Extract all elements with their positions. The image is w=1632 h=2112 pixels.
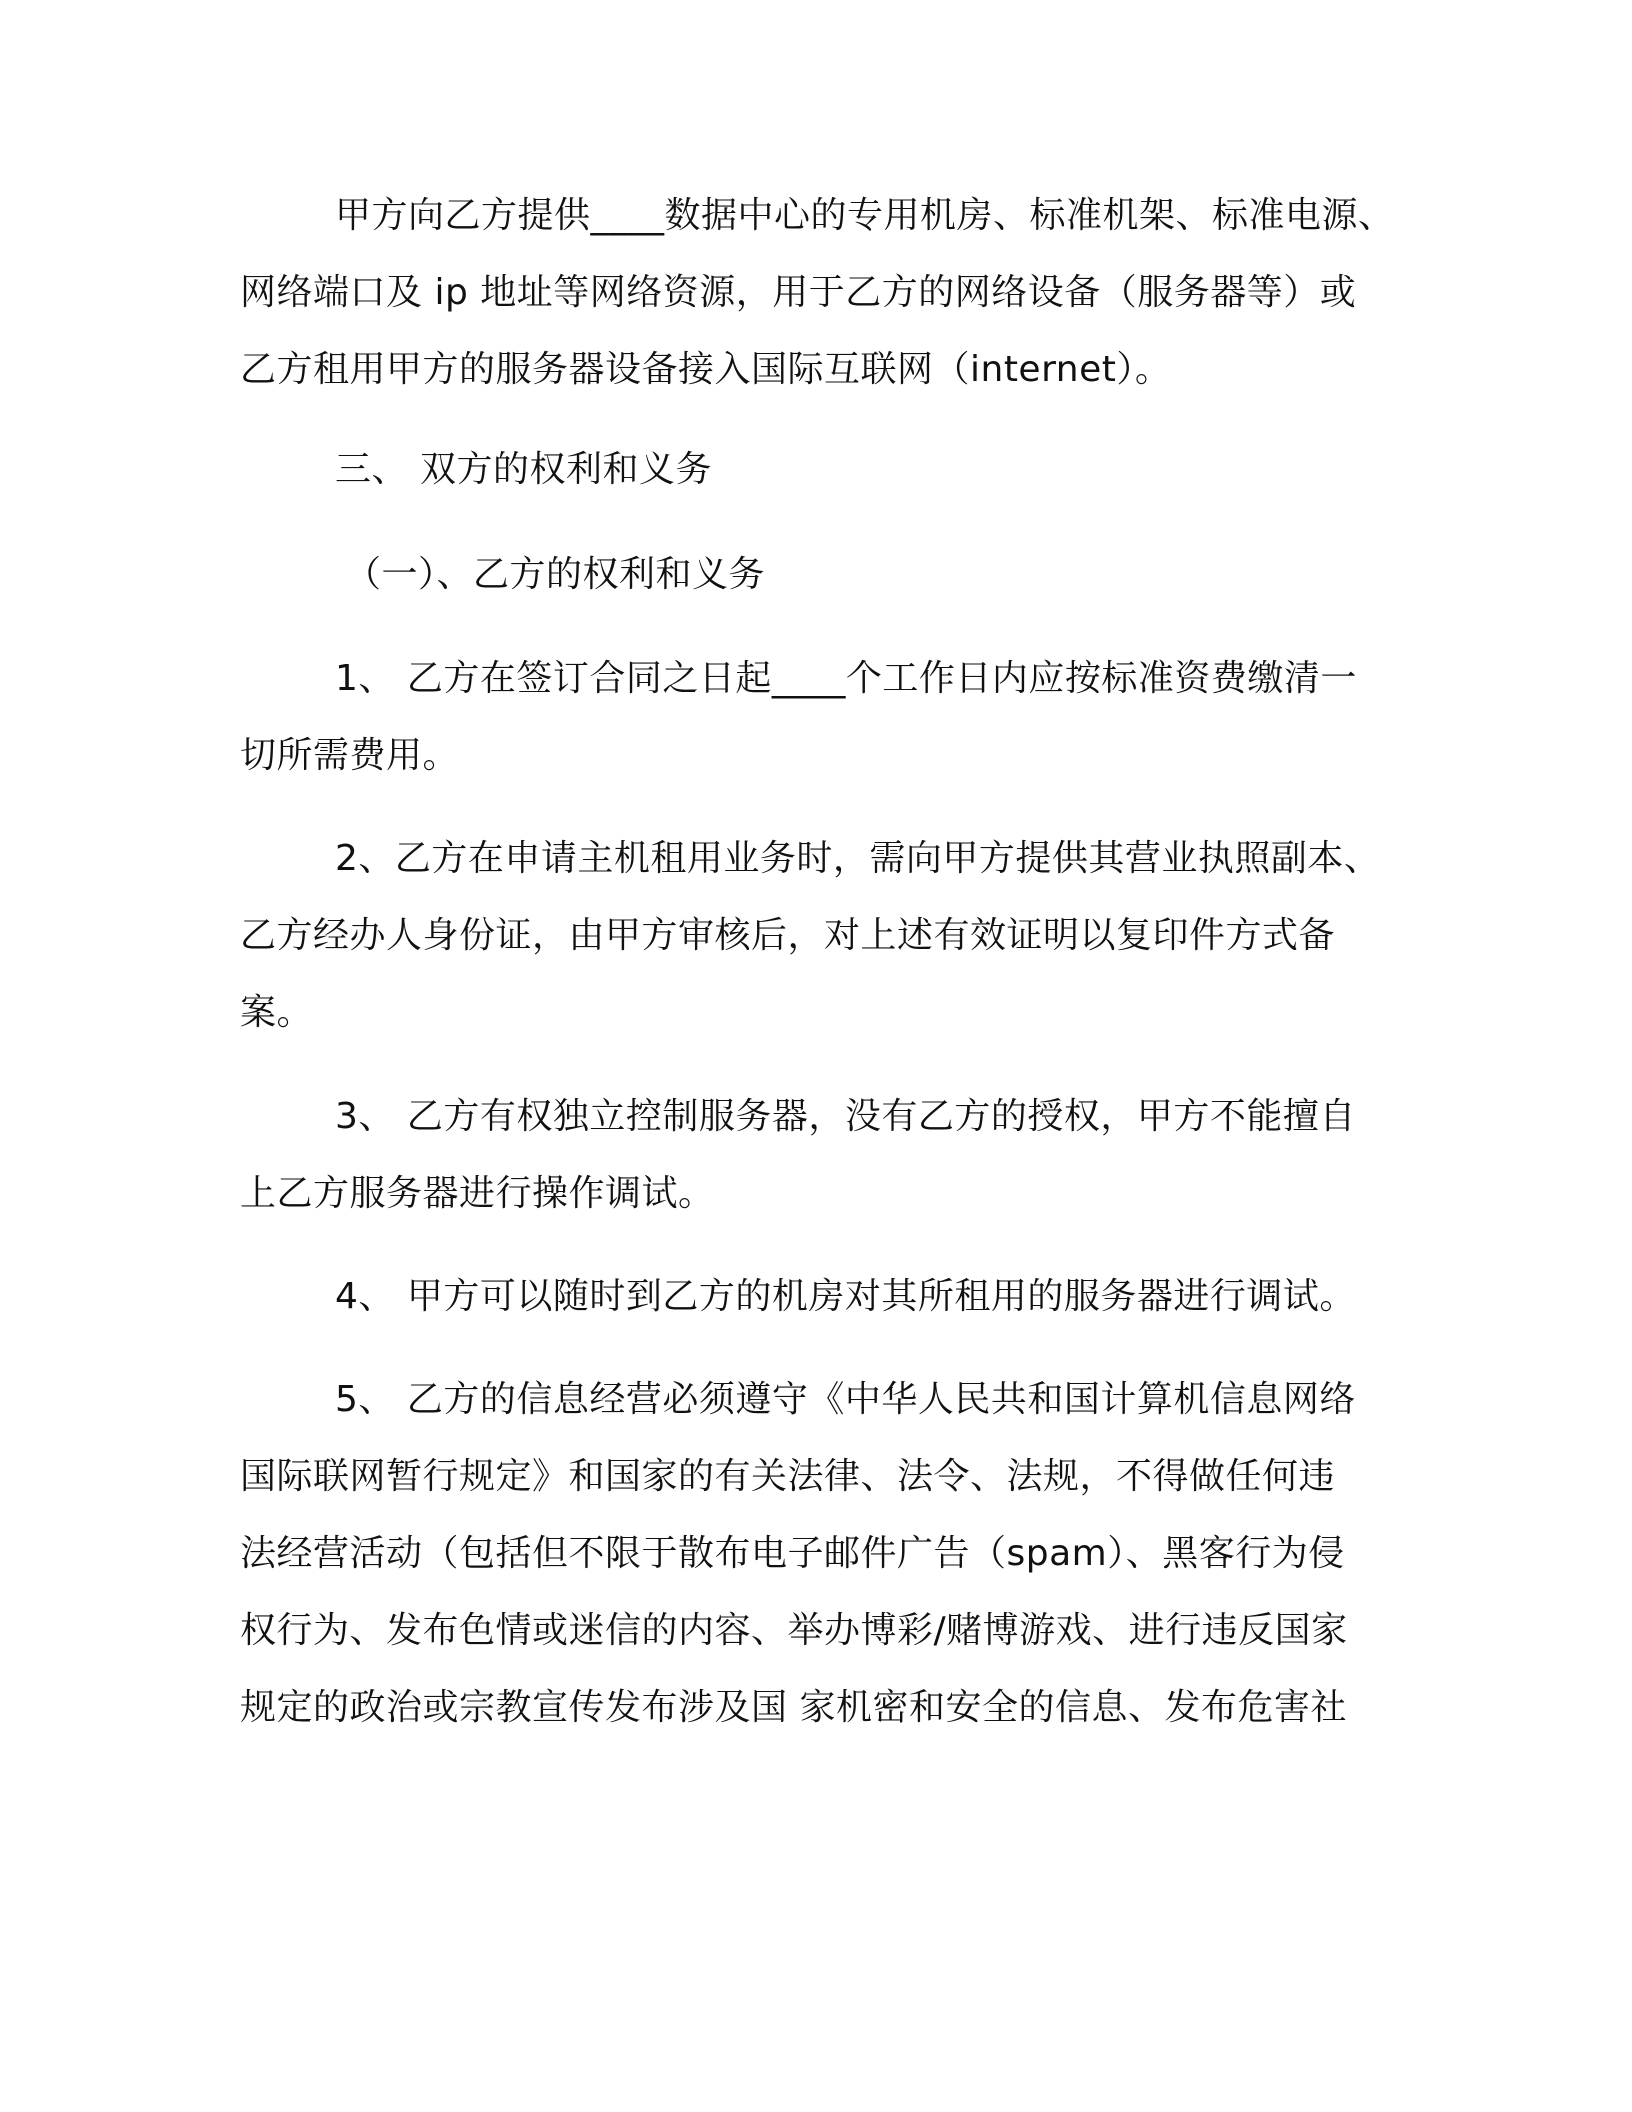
item-2-line-3: 案。 [240, 992, 314, 1033]
item-2-line-1: 2、乙方在申请主机租用业务时，需向甲方提供其营业执照副本、 [335, 838, 1381, 879]
item-5-line-4: 权行为、发布色情或迷信的内容、举办博彩/赌博游戏、进行违反国家 [240, 1610, 1348, 1651]
item-1-line-2: 切所需费用。 [240, 735, 460, 776]
item-5-line-1: 5、 乙方的信息经营必须遵守《中华人民共和国计算机信息网络 [335, 1379, 1356, 1420]
item-5-line-3: 法经营活动（包括但不限于散布电子邮件广告（spam）、黑客行为侵 [240, 1533, 1345, 1574]
item-3-line-1: 3、 乙方有权独立控制服务器，没有乙方的授权，甲方不能擅自 [335, 1096, 1356, 1137]
section-heading: 三、 双方的权利和义务 [335, 449, 712, 490]
item-3-line-2: 上乙方服务器进行操作调试。 [240, 1173, 715, 1214]
item-5-line-5: 规定的政治或宗教宣传发布涉及国 家机密和安全的信息、发布危害社 [240, 1687, 1347, 1728]
item-2-line-2: 乙方经办人身份证，由甲方审核后，对上述有效证明以复印件方式备 [240, 915, 1336, 956]
item-5-line-2: 国际联网暂行规定》和国家的有关法律、法令、法规，不得做任何违 [240, 1456, 1336, 1497]
paragraph-intro-line-3: 乙方租用甲方的服务器设备接入国际互联网（internet）。 [240, 349, 1172, 390]
subsection-heading: （一）、乙方的权利和义务 [345, 554, 766, 595]
paragraph-intro-line-2: 网络端口及 ip 地址等网络资源，用于乙方的网络设备（服务器等）或 [240, 272, 1357, 313]
item-4-line-1: 4、 甲方可以随时到乙方的机房对其所租用的服务器进行调试。 [335, 1276, 1356, 1317]
paragraph-intro-line-1: 甲方向乙方提供____数据中心的专用机房、标准机架、标准电源、 [335, 195, 1395, 236]
item-1-line-1: 1、 乙方在签订合同之日起____个工作日内应按标准资费缴清一 [335, 658, 1357, 699]
